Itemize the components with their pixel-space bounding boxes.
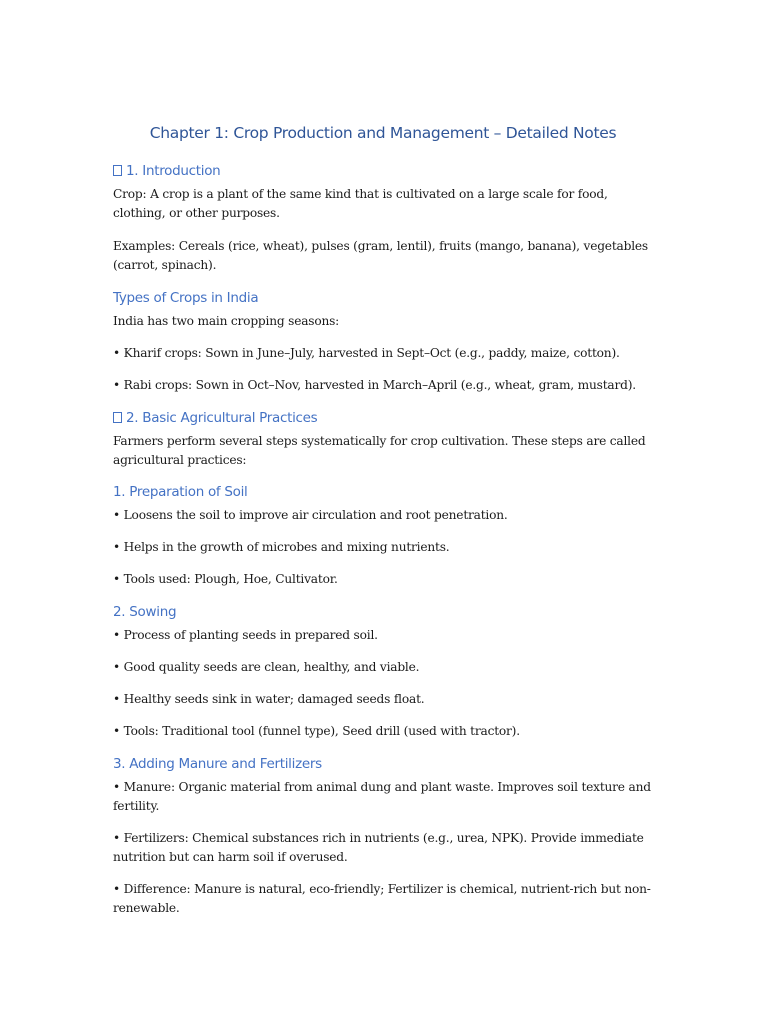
section-heading-sowing: 2. Sowing xyxy=(113,604,177,620)
emoji-placeholder-icon xyxy=(113,165,122,176)
bullet-soil-loosening: • Loosens the soil to improve air circulation and root penetration. xyxy=(113,508,508,522)
paragraph-cropping-seasons: India has two main cropping seasons: xyxy=(113,314,340,328)
bullet-kharif-crops: • Kharif crops: Sown in June–July, harvested in Sept–Oct (e.g., paddy, maize, cotton). xyxy=(113,346,620,360)
bullet-planting-seeds: • Process of planting seeds in prepared soil. xyxy=(113,628,378,642)
paragraph-agricultural-practices: Farmers perform several steps systematically for crop cultivation. These steps are called agricultural practices: xyxy=(113,434,646,467)
bullet-difference: • Difference: Manure is natural, eco-friendly; Fertilizer is chemical, nutrient-rich but non-renewable. xyxy=(113,882,651,915)
section-heading-introduction xyxy=(113,163,220,179)
bullet-seed-water-test: • Healthy seeds sink in water; damaged seeds float. xyxy=(113,692,425,706)
section-heading-text: 1. Introduction xyxy=(126,163,221,179)
section-heading-text: 2. Basic Agricultural Practices xyxy=(126,410,318,426)
bullet-soil-tools: • Tools used: Plough, Hoe, Cultivator. xyxy=(113,572,338,586)
bullet-microbes: • Helps in the growth of microbes and mixing nutrients. xyxy=(113,540,450,554)
paragraph-crop-definition: Crop: A crop is a plant of the same kind that is cultivated on a large scale for food, clothing, or other purposes. xyxy=(113,187,608,220)
document-page xyxy=(113,0,658,1024)
emoji-placeholder-icon xyxy=(113,412,122,423)
bullet-rabi-crops: • Rabi crops: Sown in Oct–Nov, harvested in March–April (e.g., wheat, gram, mustard). xyxy=(113,378,636,392)
document-title: Chapter 1: Crop Production and Management – Detailed Notes xyxy=(149,124,617,142)
section-heading-manure-fertilizers: 3. Adding Manure and Fertilizers xyxy=(113,756,322,772)
bullet-fertilizers: • Fertilizers: Chemical substances rich in nutrients (e.g., urea, NPK). Provide immediate nutrition but can harm soil if overused. xyxy=(113,831,644,864)
bullet-manure: • Manure: Organic material from animal dung and plant waste. Improves soil texture and fertility. xyxy=(113,780,651,813)
section-heading-agricultural-practices xyxy=(113,410,317,426)
bullet-sowing-tools: • Tools: Traditional tool (funnel type), Seed drill (used with tractor). xyxy=(113,724,520,738)
section-heading-preparation-of-soil: 1. Preparation of Soil xyxy=(113,484,248,500)
bullet-seed-quality: • Good quality seeds are clean, healthy, and viable. xyxy=(113,660,420,674)
paragraph-crop-examples: Examples: Cereals (rice, wheat), pulses (gram, lentil), fruits (mango, banana), vegetables (carrot, spinach). xyxy=(113,239,648,272)
section-heading-types-of-crops: Types of Crops in India xyxy=(113,290,259,306)
